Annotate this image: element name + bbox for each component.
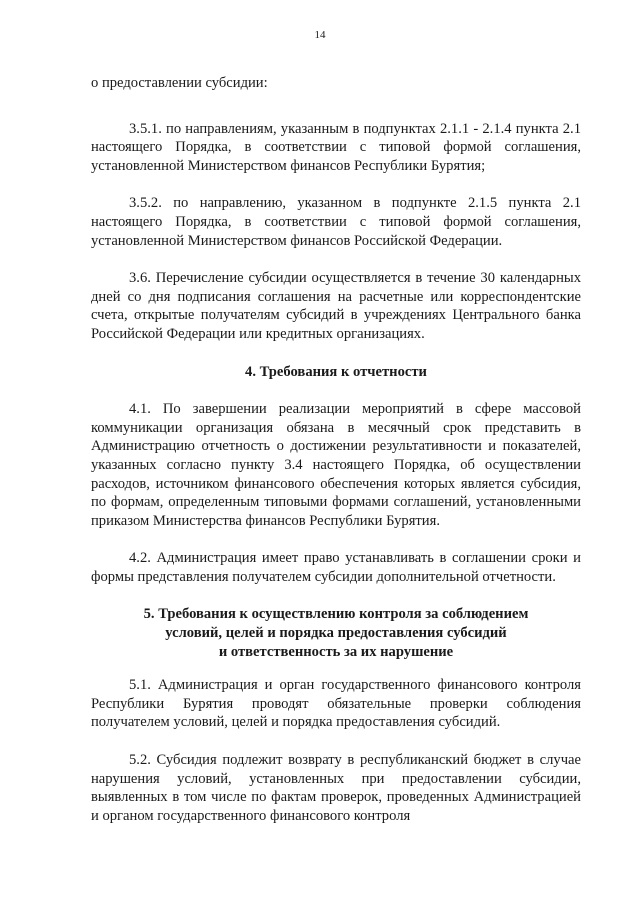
document-body [91,74,581,825]
section-4-heading: 4. Требования к отчетности [245,363,427,380]
paragraph-3-6: 3.6. Перечисление субсидии осуществляется в течение 30 календарных дней со дня подписания соглашения на расчетные или корреспондентские счета, открытые получателям субсидий в учреждениях Центрального банка Российской Федерации или кредитных организациях. [91,270,581,342]
page-number: 14 [314,29,326,41]
paragraph-4-1: 4.1. По завершении реализации мероприятий в сфере массовой коммуникации организация обязана в месячный срок представить в Администрацию отчетность о достижении результативности и показателей, указанных согласно пункту 3.4 настоящего Порядка, об осуществлении расходов, источником финансового обеспечения которых является субсидия, по формам, определенным типовыми формами соглашений, установленными приказом Министерства финансов Республики Бурятия. [91,401,581,529]
paragraph-5-2: 5.2. Субсидия подлежит возврату в республиканский бюджет в случае нарушения условий, установленных при предоставлении субсидии, выявленных в том числе по фактам проверок, проведенных Администрацией и органом государственного финансового контроля [91,752,581,824]
section-5-heading-line-2: условий, целей и порядка предоставления субсидий [165,625,507,642]
intro-line: о предоставлении субсидии: [91,75,268,91]
paragraph-4-2: 4.2. Администрация имеет право устанавливать в соглашении сроки и формы представления получателем субсидии дополнительной отчетности. [91,550,581,585]
section-5-heading-line-3: и ответственность за их нарушение [218,643,454,660]
paragraph-3-5-1: 3.5.1. по направлениям, указанным в подпунктах 2.1.1 - 2.1.4 пункта 2.1 настоящего Порядка, в соответствии с типовой формой соглашения, установленной Министерством финансов Республики Бурятия; [91,120,581,174]
section-5-heading [91,605,581,661]
paragraph-3-5-2: 3.5.2. по направлению, указанном в подпункте 2.1.5 пункта 2.1 настоящего Порядка, в соответствии с типовой формой соглашения, установленной Министерством финансов Российской Федерации. [91,195,581,249]
section-5-heading-line-1: 5. Требования к осуществлению контроля за соблюдением [143,606,529,623]
paragraph-5-1: 5.1. Администрация и орган государственного финансового контроля Республики Бурятия проводят обязательные проверки соблюдения получателем условий, целей и порядка предоставления субсидий. [91,677,581,731]
